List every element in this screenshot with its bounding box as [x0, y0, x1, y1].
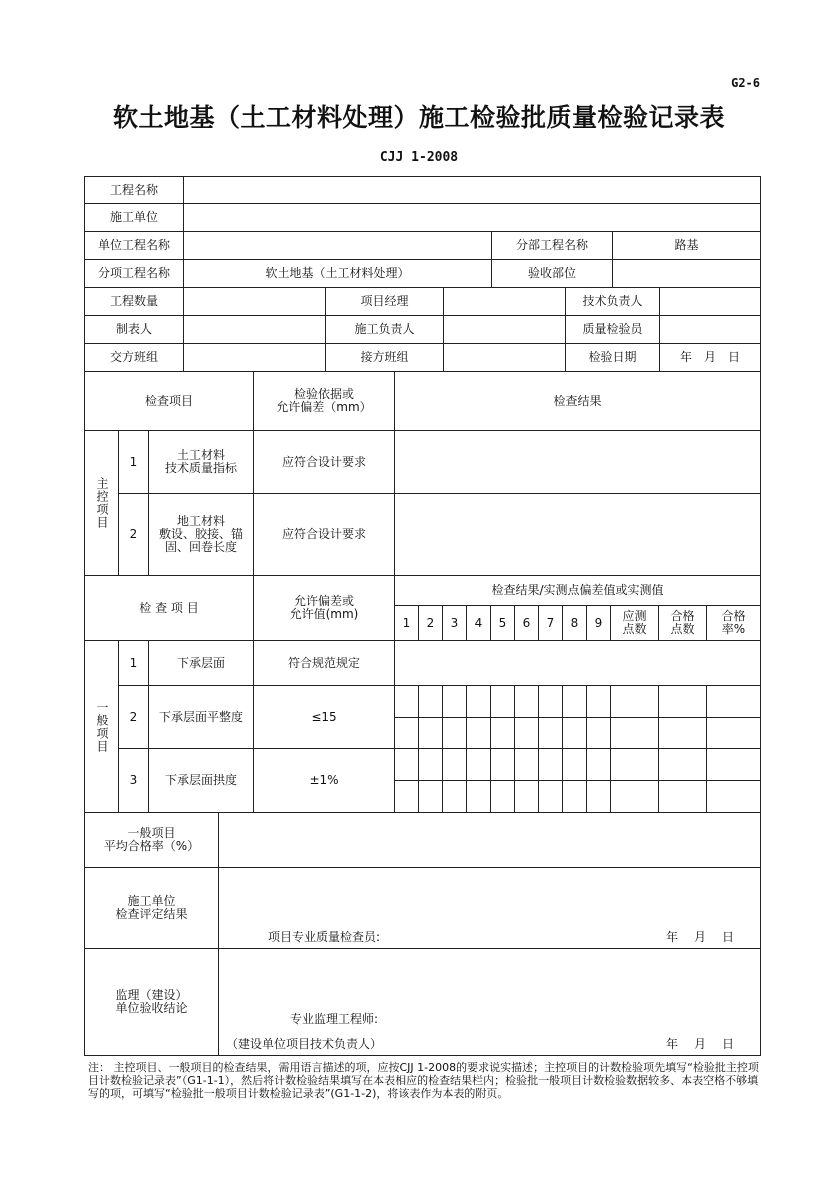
main-item-name: 土工材料 技术质量指标	[148, 430, 254, 494]
measurement-cell[interactable]	[562, 685, 587, 718]
general-item-name: 下承层面拱度	[148, 748, 254, 813]
construction-unit-field-input[interactable]	[184, 203, 760, 232]
general-item-name: 下承层面平整度	[148, 685, 254, 749]
label-construction-eval: 施工单位 检查评定结果	[84, 867, 219, 949]
unit-project-field[interactable]	[183, 231, 492, 260]
measurement-cell-input[interactable]	[659, 717, 706, 749]
measurement-cell-input[interactable]	[419, 748, 442, 781]
measurement-cell-input[interactable]	[611, 780, 658, 813]
measurement-cell[interactable]	[514, 717, 539, 749]
main-item-basis: 应符合设计要求	[253, 430, 395, 494]
unit-project-field-input[interactable]	[184, 231, 491, 260]
measurement-cell[interactable]	[706, 780, 761, 813]
tabulator-field-input[interactable]	[184, 315, 325, 344]
signature-date-part: 年	[666, 1037, 679, 1051]
general-item-no: 2	[118, 685, 149, 749]
label-subitem-project: 分项工程名称	[84, 259, 184, 288]
measurement-cell-input[interactable]	[491, 748, 514, 781]
measurement-cell-input[interactable]	[539, 685, 562, 718]
tech-lead-field-input[interactable]	[660, 287, 760, 316]
label-tabulator: 制表人	[84, 315, 184, 344]
measurement-cell[interactable]	[706, 685, 761, 718]
measurement-cell[interactable]	[586, 685, 611, 718]
project-manager-field[interactable]	[443, 287, 566, 316]
measurement-cell-input[interactable]	[443, 685, 466, 718]
inspection-date-field[interactable]	[659, 343, 761, 372]
column-header: 6	[514, 605, 539, 641]
general-item-result-field-input[interactable]	[395, 640, 760, 686]
date-part: 月	[703, 350, 716, 364]
measurement-cell[interactable]	[658, 717, 707, 749]
measurement-cell-input[interactable]	[707, 748, 760, 781]
general-header-result: 检查结果/实测点偏差值或实测值	[394, 575, 761, 606]
measurement-cell[interactable]	[394, 685, 419, 718]
column-header: 5	[490, 605, 515, 641]
measurement-cell-input[interactable]	[587, 685, 610, 718]
label-construction-unit: 施工单位	[84, 203, 184, 232]
label-construction-lead: 施工负责人	[325, 315, 444, 344]
label-inspection-date: 检验日期	[565, 343, 660, 372]
measurement-cell-input[interactable]	[395, 717, 418, 749]
measurement-cell[interactable]	[490, 748, 515, 781]
acceptance-part-field-input[interactable]	[613, 259, 760, 288]
project-name-field-input[interactable]	[184, 176, 760, 204]
measurement-cell-input[interactable]	[563, 748, 586, 781]
measurement-cell-input[interactable]	[515, 780, 538, 813]
main-item-result-field[interactable]	[394, 430, 761, 494]
general-item-name: 下承层面	[148, 640, 254, 686]
measurement-cell-input[interactable]	[611, 685, 658, 718]
label-division-project: 分部工程名称	[491, 231, 613, 260]
measurement-cell[interactable]	[466, 717, 491, 749]
main-header-result: 检查结果	[394, 371, 761, 431]
column-header: 8	[562, 605, 587, 641]
measurement-cell-input[interactable]	[707, 717, 760, 749]
measurement-cell-input[interactable]	[539, 748, 562, 781]
measurement-cell[interactable]	[658, 748, 707, 781]
label-supervision: 监理（建设） 单位验收结论	[84, 948, 219, 1056]
main-item-name: 地工材料 敷设、胶接、锚 固、回卷长度	[148, 493, 254, 576]
measurement-cell[interactable]	[394, 717, 419, 749]
measurement-cell[interactable]	[394, 748, 419, 781]
subitem-project-value: 软土地基（土工材料处理）	[183, 259, 492, 288]
column-header: 1	[394, 605, 419, 641]
measurement-cell[interactable]	[442, 717, 467, 749]
general-header-item: 检 查 项 目	[84, 575, 254, 641]
measurement-cell-input[interactable]	[443, 748, 466, 781]
signature-date-part: 月	[694, 930, 707, 944]
measurement-cell[interactable]	[658, 685, 707, 718]
measurement-cell-input[interactable]	[467, 685, 490, 718]
measurement-cell-input[interactable]	[467, 717, 490, 749]
general-item-no: 3	[118, 748, 149, 813]
signature-date-part: 日	[722, 1037, 735, 1051]
measurement-cell[interactable]	[490, 717, 515, 749]
signature-date-part: 日	[722, 930, 735, 944]
measurement-cell-input[interactable]	[515, 685, 538, 718]
owner-tech-lead-label: （建设单位项目技术负责人）	[226, 1037, 383, 1051]
label-acceptance-part: 验收部位	[491, 259, 613, 288]
measurement-cell-input[interactable]	[611, 717, 658, 749]
column-header: 应测 点数	[610, 605, 659, 641]
general-item-no: 1	[118, 640, 149, 686]
measurement-cell-input[interactable]	[539, 717, 562, 749]
main-item-no: 1	[118, 430, 149, 494]
measurement-cell[interactable]	[514, 685, 539, 718]
column-header: 合格 率%	[706, 605, 761, 641]
measurement-cell-input[interactable]	[563, 685, 586, 718]
measurement-cell[interactable]	[442, 748, 467, 781]
measurement-cell-input[interactable]	[563, 780, 586, 813]
main-item-result-field-input[interactable]	[395, 430, 760, 494]
tech-lead-field[interactable]	[659, 287, 761, 316]
date-part: 日	[728, 350, 741, 364]
measurement-cell-input[interactable]	[491, 685, 514, 718]
measurement-cell-input[interactable]	[611, 748, 658, 781]
column-header: 4	[466, 605, 491, 641]
quality-checker-label: 项目专业质量检查员:	[268, 930, 381, 944]
footnote: 注： 主控项目、一般项目的检查结果，需用语言描述的项，应按CJJ 1-2008的要求说实描述；主控项目的计数检验项先填写“检验批主控项目计数检验记录表”（G1-1-1），然后将计数检验结果填写在本表相应的检查结果栏内；检验批一般项目计数检验数据较多、本表空格不够填写的项，可填写“检验批一般项目计数检验记录表”(G1-1-2)，将该表作为本表的附页。	[88, 1061, 759, 1100]
measurement-cell-input[interactable]	[587, 780, 610, 813]
measurement-cell-input[interactable]	[659, 780, 706, 813]
measurement-cell[interactable]	[586, 717, 611, 749]
measurement-cell[interactable]	[538, 780, 563, 813]
measurement-cell-input[interactable]	[467, 748, 490, 781]
measurement-cell-input[interactable]	[491, 717, 514, 749]
standard-code: CJJ 1-2008	[379, 150, 459, 165]
avg-pass-rate-field-input[interactable]	[219, 812, 760, 868]
label-quality-inspector: 质量检验员	[565, 315, 660, 344]
measurement-cell[interactable]	[490, 685, 515, 718]
column-header: 9	[586, 605, 611, 641]
measurement-cell[interactable]	[586, 780, 611, 813]
measurement-cell-input[interactable]	[419, 780, 442, 813]
measurement-cell[interactable]	[610, 685, 659, 718]
measurement-cell-input[interactable]	[395, 748, 418, 781]
division-project-value: 路基	[612, 231, 761, 260]
main-item-result-field-input[interactable]	[395, 493, 760, 576]
date-part: 年	[679, 350, 692, 364]
handover-team-field[interactable]	[183, 343, 326, 372]
signature-date-part: 月	[694, 1037, 707, 1051]
measurement-cell[interactable]	[658, 780, 707, 813]
measurement-cell-input[interactable]	[587, 717, 610, 749]
measurement-cell[interactable]	[610, 717, 659, 749]
supervising-engineer-label: 专业监理工程师:	[290, 1012, 379, 1026]
measurement-cell-input[interactable]	[515, 748, 538, 781]
label-handover-team: 交方班组	[84, 343, 184, 372]
measurement-cell-input[interactable]	[659, 748, 706, 781]
tabulator-field[interactable]	[183, 315, 326, 344]
measurement-cell[interactable]	[490, 780, 515, 813]
quantity-field[interactable]	[183, 287, 326, 316]
quality-inspector-field-input[interactable]	[660, 315, 760, 344]
main-item-no: 2	[118, 493, 149, 576]
measurement-cell-input[interactable]	[659, 685, 706, 718]
general-group-label: 一般项目	[84, 640, 119, 813]
column-header: 7	[538, 605, 563, 641]
measurement-cell[interactable]	[538, 748, 563, 781]
general-item-tolerance: ±1%	[253, 748, 395, 813]
measurement-cell-input[interactable]	[707, 685, 760, 718]
avg-pass-rate-field[interactable]	[218, 812, 761, 868]
measurement-cell-input[interactable]	[539, 780, 562, 813]
measurement-cell-input[interactable]	[395, 780, 418, 813]
measurement-cell-input[interactable]	[395, 685, 418, 718]
measurement-cell-input[interactable]	[443, 717, 466, 749]
measurement-cell[interactable]	[394, 780, 419, 813]
measurement-cell[interactable]	[706, 748, 761, 781]
page-title: 软土地基（土工材料处理）施工检验批质量检验记录表	[112, 103, 725, 132]
measurement-cell[interactable]	[610, 780, 659, 813]
construction-unit-field[interactable]	[183, 203, 761, 232]
measurement-cell[interactable]	[514, 748, 539, 781]
measurement-cell[interactable]	[466, 780, 491, 813]
form-code: G2-6	[731, 76, 760, 90]
measurement-cell[interactable]	[418, 717, 443, 749]
measurement-cell[interactable]	[442, 685, 467, 718]
measurement-cell-input[interactable]	[419, 685, 442, 718]
measurement-cell[interactable]	[610, 748, 659, 781]
acceptance-part-field[interactable]	[612, 259, 761, 288]
main-item-basis: 应符合设计要求	[253, 493, 395, 576]
construction-lead-field-input[interactable]	[444, 315, 565, 344]
column-header: 3	[442, 605, 467, 641]
general-item-result-field[interactable]	[394, 640, 761, 686]
receiving-team-field-input[interactable]	[444, 343, 565, 372]
measurement-cell-input[interactable]	[563, 717, 586, 749]
measurement-cell[interactable]	[562, 717, 587, 749]
general-item-tolerance: ≤15	[253, 685, 395, 749]
signature-date-part: 年	[666, 930, 679, 944]
measurement-cell[interactable]	[466, 748, 491, 781]
quantity-field-input[interactable]	[184, 287, 325, 316]
column-header: 2	[418, 605, 443, 641]
construction-lead-field[interactable]	[443, 315, 566, 344]
column-header: 合格 点数	[658, 605, 707, 641]
measurement-cell[interactable]	[418, 748, 443, 781]
measurement-cell-input[interactable]	[419, 717, 442, 749]
label-unit-project: 单位工程名称	[84, 231, 184, 260]
measurement-cell[interactable]	[442, 780, 467, 813]
measurement-cell[interactable]	[418, 685, 443, 718]
label-quantity: 工程数量	[84, 287, 184, 316]
measurement-cell[interactable]	[538, 685, 563, 718]
measurement-cell-input[interactable]	[707, 780, 760, 813]
quality-inspector-field[interactable]	[659, 315, 761, 344]
measurement-cell[interactable]	[586, 748, 611, 781]
measurement-cell[interactable]	[562, 748, 587, 781]
label-project-manager: 项目经理	[325, 287, 444, 316]
measurement-cell[interactable]	[706, 717, 761, 749]
measurement-cell-input[interactable]	[515, 717, 538, 749]
main-header-item: 检查项目	[84, 371, 254, 431]
measurement-cell-input[interactable]	[443, 780, 466, 813]
measurement-cell[interactable]	[418, 780, 443, 813]
handover-team-field-input[interactable]	[184, 343, 325, 372]
main-item-result-field[interactable]	[394, 493, 761, 576]
label-tech-lead: 技术负责人	[565, 287, 660, 316]
measurement-cell-input[interactable]	[491, 780, 514, 813]
receiving-team-field[interactable]	[443, 343, 566, 372]
measurement-cell-input[interactable]	[467, 780, 490, 813]
general-header-tolerance: 允许偏差或 允许值(mm)	[253, 575, 395, 641]
measurement-cell[interactable]	[466, 685, 491, 718]
label-avg-pass-rate: 一般项目 平均合格率（%）	[84, 812, 219, 868]
measurement-cell[interactable]	[562, 780, 587, 813]
main-header-basis: 检验依据或 允许偏差（mm）	[253, 371, 395, 431]
measurement-cell[interactable]	[538, 717, 563, 749]
label-project-name: 工程名称	[84, 176, 184, 204]
label-receiving-team: 接方班组	[325, 343, 444, 372]
measurement-cell[interactable]	[514, 780, 539, 813]
main-control-group-label: 主控项目	[84, 430, 119, 576]
general-item-tolerance: 符合规范规定	[253, 640, 395, 686]
project-name-field[interactable]	[183, 176, 761, 204]
measurement-cell-input[interactable]	[587, 748, 610, 781]
project-manager-field-input[interactable]	[444, 287, 565, 316]
